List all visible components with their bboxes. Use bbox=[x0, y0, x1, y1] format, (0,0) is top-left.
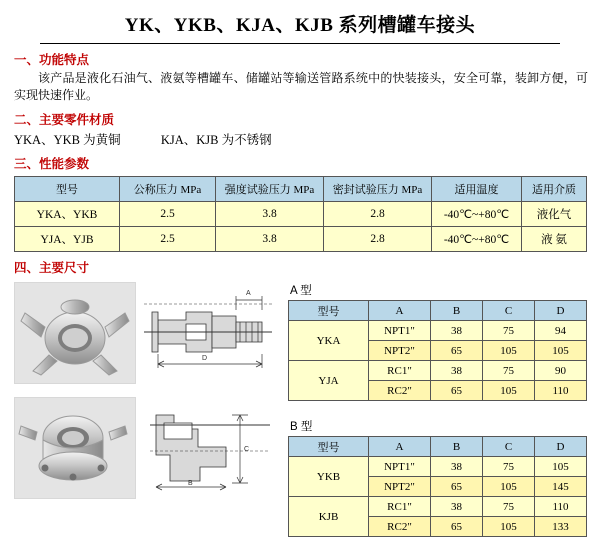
dim-a-r2-c4: 90 bbox=[535, 361, 587, 381]
perf-r1-c5: 液 氨 bbox=[522, 227, 587, 252]
perf-r1-c2: 3.8 bbox=[216, 227, 324, 252]
perf-r1-c3: 2.8 bbox=[324, 227, 432, 252]
dim-b-r3-c4: 133 bbox=[535, 517, 587, 537]
dim-b-r0-c2: 38 bbox=[431, 457, 483, 477]
perf-r1-c1: 2.5 bbox=[120, 227, 216, 252]
dim-a-r3-c1: RC2" bbox=[369, 381, 431, 401]
coupling-photo-b-graphic bbox=[15, 398, 135, 498]
dim-b-r1-c3: 105 bbox=[483, 477, 535, 497]
svg-text:B: B bbox=[188, 480, 193, 487]
perf-r1-c4: -40℃~+80℃ bbox=[432, 227, 522, 252]
dim-b-r2-c3: 75 bbox=[483, 497, 535, 517]
material-left: YKA、YKB 为黄铜 bbox=[14, 133, 121, 147]
dim-b-col-0: 型号 bbox=[289, 437, 369, 457]
svg-text:C: C bbox=[244, 446, 250, 453]
coupling-photo-a bbox=[14, 282, 136, 384]
coupling-drawing-b-graphic bbox=[140, 395, 280, 495]
dimension-table-a bbox=[288, 300, 587, 401]
dim-a-r0-c1: NPT1" bbox=[369, 321, 431, 341]
coupling-photo-a-graphic bbox=[15, 283, 135, 383]
dim-b-r3-c2: 65 bbox=[431, 517, 483, 537]
dim-b-r3-c1: RC2" bbox=[369, 517, 431, 537]
perf-r0-c4: -40℃~+80℃ bbox=[432, 202, 522, 227]
dim-a-r0-c3: 75 bbox=[483, 321, 535, 341]
table-header-row bbox=[289, 301, 587, 321]
perf-r0-c5: 液化气 bbox=[522, 202, 587, 227]
table-row bbox=[289, 497, 587, 517]
dim-b-col-1: A bbox=[369, 437, 431, 457]
dim-a-r3-c3: 105 bbox=[483, 381, 535, 401]
dim-b-r1-c4: 145 bbox=[535, 477, 587, 497]
dim-b-r2-c2: 38 bbox=[431, 497, 483, 517]
dim-b-r0-model: YKB bbox=[289, 457, 369, 497]
perf-col-4: 适用温度 bbox=[432, 177, 522, 202]
dim-a-r3-c4: 110 bbox=[535, 381, 587, 401]
title-divider bbox=[40, 43, 560, 44]
dim-a-r0-c2: 38 bbox=[431, 321, 483, 341]
dim-b-r1-c1: NPT2" bbox=[369, 477, 431, 497]
table-row bbox=[289, 361, 587, 381]
dim-b-r2-c1: RC1" bbox=[369, 497, 431, 517]
dim-b-r2-c4: 110 bbox=[535, 497, 587, 517]
dim-b-r0-c1: NPT1" bbox=[369, 457, 431, 477]
dim-a-r1-c3: 105 bbox=[483, 341, 535, 361]
coupling-photo-b bbox=[14, 397, 136, 499]
coupling-drawing-b bbox=[140, 395, 280, 495]
dim-a-r0-model: YKA bbox=[289, 321, 369, 361]
perf-col-1: 公称压力 MPa bbox=[120, 177, 216, 202]
dim-b-r0-c3: 75 bbox=[483, 457, 535, 477]
dimensions-area bbox=[0, 282, 600, 533]
svg-text:D: D bbox=[202, 355, 208, 362]
performance-table-wrap bbox=[14, 176, 600, 252]
dim-a-r2-c1: RC1" bbox=[369, 361, 431, 381]
section-heading-dimensions: 四、主要尺寸 bbox=[14, 261, 90, 275]
perf-r0-c1: 2.5 bbox=[120, 202, 216, 227]
perf-col-0: 型号 bbox=[15, 177, 120, 202]
dim-tables-spacer bbox=[288, 401, 586, 418]
perf-col-5: 适用介质 bbox=[522, 177, 587, 202]
dim-a-col-4: D bbox=[535, 301, 587, 321]
dim-a-col-3: C bbox=[483, 301, 535, 321]
perf-r0-c2: 3.8 bbox=[216, 202, 324, 227]
dim-a-col-2: B bbox=[431, 301, 483, 321]
table-header-row bbox=[15, 177, 587, 202]
dim-table-a-label: A 型 bbox=[290, 285, 312, 297]
dim-a-r1-c1: NPT2" bbox=[369, 341, 431, 361]
material-right: KJA、KJB 为不锈钢 bbox=[160, 133, 272, 147]
perf-r1-c0: YJA、YJB bbox=[15, 227, 120, 252]
table-row bbox=[15, 227, 587, 252]
section-heading-features: 一、功能特点 bbox=[14, 53, 90, 67]
table-row bbox=[15, 202, 587, 227]
dim-b-r3-c3: 105 bbox=[483, 517, 535, 537]
perf-r0-c0: YKA、YKB bbox=[15, 202, 120, 227]
page-title: YK、YKB、KJA、KJB 系列槽罐车接头 bbox=[124, 15, 476, 36]
dim-b-r1-c2: 65 bbox=[431, 477, 483, 497]
photo-column bbox=[14, 282, 134, 499]
drawing-column bbox=[140, 282, 280, 495]
perf-col-2: 强度试验压力 MPa bbox=[216, 177, 324, 202]
dim-b-col-2: B bbox=[431, 437, 483, 457]
dim-a-r2-model: YJA bbox=[289, 361, 369, 401]
dim-a-r2-c2: 38 bbox=[431, 361, 483, 381]
dim-a-r1-c4: 105 bbox=[535, 341, 587, 361]
dim-b-r2-model: KJB bbox=[289, 497, 369, 537]
table-row bbox=[289, 457, 587, 477]
dim-a-r1-c2: 65 bbox=[431, 341, 483, 361]
perf-col-3: 密封试验压力 MPa bbox=[324, 177, 432, 202]
dim-a-r0-c4: 94 bbox=[535, 321, 587, 341]
dimension-table-b bbox=[288, 436, 587, 537]
coupling-drawing-a-graphic bbox=[140, 282, 280, 382]
dim-a-col-0: 型号 bbox=[289, 301, 369, 321]
dim-b-col-4: D bbox=[535, 437, 587, 457]
svg-text:A: A bbox=[246, 290, 251, 297]
table-header-row bbox=[289, 437, 587, 457]
performance-table bbox=[14, 176, 587, 252]
section-heading-performance: 三、性能参数 bbox=[14, 157, 90, 171]
material-line bbox=[14, 130, 600, 148]
perf-r0-c3: 2.8 bbox=[324, 202, 432, 227]
dim-a-col-1: A bbox=[369, 301, 431, 321]
coupling-drawing-a bbox=[140, 282, 280, 382]
dimension-tables-column bbox=[288, 282, 586, 537]
dim-a-r3-c2: 65 bbox=[431, 381, 483, 401]
dim-table-b-label: B 型 bbox=[290, 421, 313, 433]
dim-a-r2-c3: 75 bbox=[483, 361, 535, 381]
section-heading-material: 二、主要零件材质 bbox=[14, 113, 115, 127]
dim-b-col-3: C bbox=[483, 437, 535, 457]
table-row bbox=[289, 321, 587, 341]
features-body: 该产品是液化石油气、液氨等槽罐车、储罐站等输送管路系统中的快装接头，安全可靠，装卸方便，可实现快速作业。 bbox=[14, 71, 588, 102]
dim-b-r0-c4: 105 bbox=[535, 457, 587, 477]
